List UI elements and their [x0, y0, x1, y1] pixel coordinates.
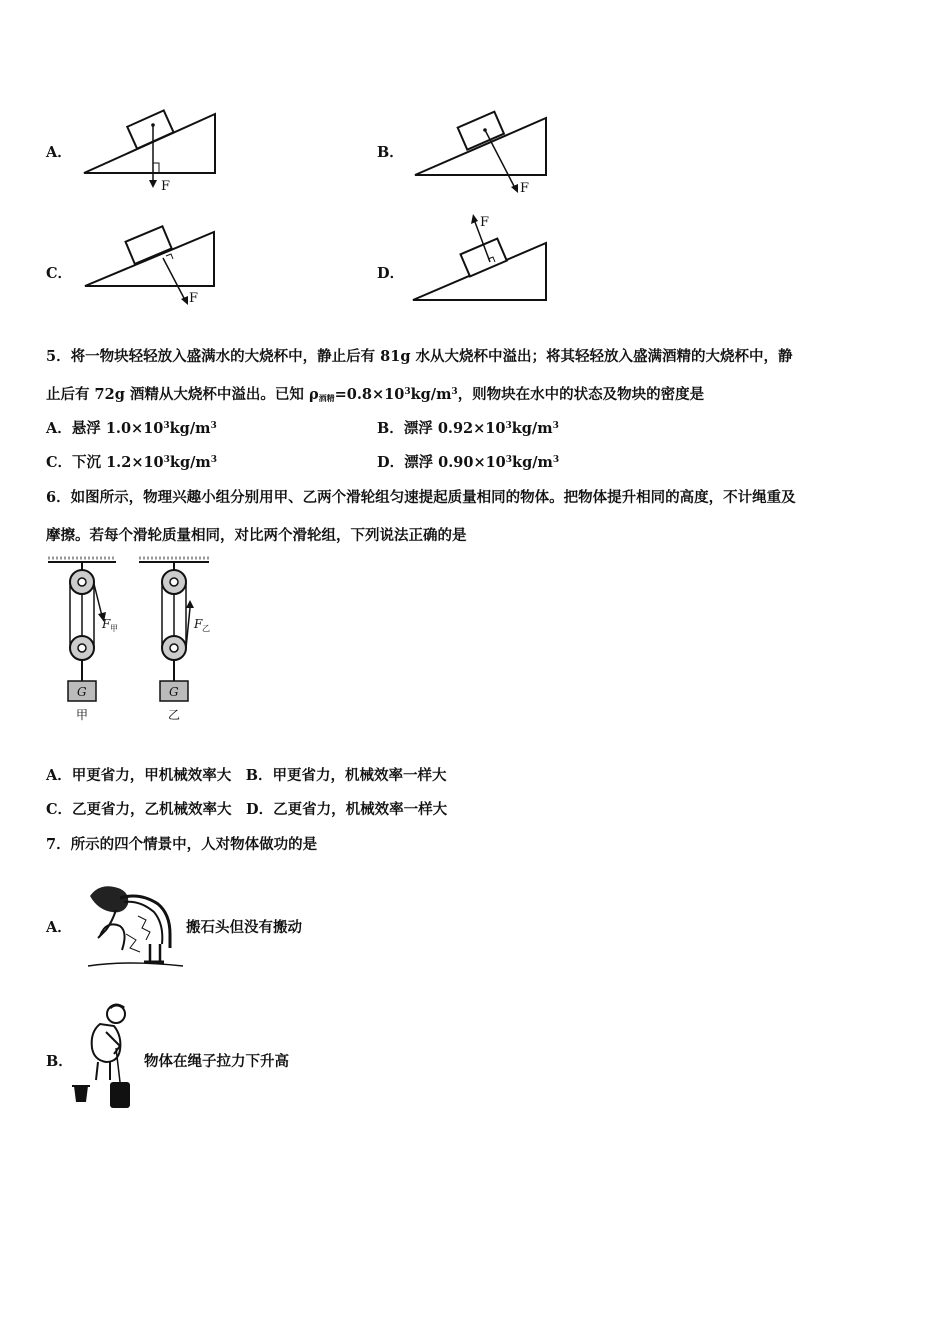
q5-stem-line2: 止后有 72g 酒精从大烧杯中溢出。已知 $\rho_{酒精}=0.8\times 10^3kg/m^3$，则物块在水中的状态及物块的密度是 — [46, 386, 705, 403]
q4-option-a-letter: A． — [46, 144, 72, 161]
q4-option-c-letter: C． — [46, 265, 73, 282]
pulley-system-jia — [68, 562, 118, 722]
q5-option-b[interactable]: B．漂浮 $0.92\times 10^3kg/m^3$ — [377, 420, 559, 437]
svg-text:F: F — [194, 617, 203, 631]
q5-stem-line1: 5．将一物块轻轻放入盛满水的大烧杯中，静止后有 81g 水从大烧杯中溢出；将其轻轻放入盛满酒精的大烧杯中，静 — [46, 348, 793, 365]
block — [458, 112, 504, 150]
q6-stem-line2: 摩擦。若每个滑轮质量相同，对比两个滑轮组，下列说法正确的是 — [46, 527, 467, 544]
svg-text:F: F — [102, 617, 111, 631]
force-label: F — [520, 181, 530, 196]
q5-option-c[interactable]: C．下沉 $1.2\times 10^3kg/m^3$ — [46, 454, 218, 471]
q6-pulley-figure — [44, 556, 224, 726]
svg-text:G: G — [169, 685, 179, 699]
q7-option-a-illustration — [80, 876, 185, 971]
q4-option-c-figure — [80, 222, 225, 312]
q6-options-row1[interactable]: A．甲更省力，甲机械效率大 B．甲更省力，机械效率一样大 — [46, 767, 447, 784]
force-label: F — [161, 179, 171, 194]
q7-option-a-text[interactable]: 搬石头但没有搬动 — [186, 919, 302, 936]
q4-option-d-letter: D． — [377, 265, 405, 282]
force-arrow — [163, 258, 185, 300]
force-label: F — [480, 215, 490, 230]
q7-option-a-letter: A． — [46, 919, 72, 936]
caption-yi: 乙 — [168, 708, 181, 722]
q7-stem: 7．所示的四个情景中，人对物体做功的是 — [46, 836, 318, 853]
q4-option-a-figure — [78, 100, 223, 195]
q5-option-a[interactable]: A．悬浮 $1.0\times 10^3kg/m^3$ — [46, 420, 217, 437]
q4-option-b-letter: B． — [377, 144, 404, 161]
q6-options-row2[interactable]: C．乙更省力，乙机械效率大 D．乙更省力，机械效率一样大 — [46, 801, 448, 818]
svg-text:乙: 乙 — [202, 624, 210, 633]
block — [126, 226, 172, 264]
q7-option-b-letter: B． — [46, 1053, 73, 1070]
q4-option-d-figure — [408, 208, 553, 306]
pulley-system-yi — [160, 562, 210, 722]
q4-option-b-figure — [410, 100, 555, 200]
q7-option-b-illustration — [70, 1002, 142, 1114]
q5-option-d[interactable]: D．漂浮 $0.90\times 10^3kg/m^3$ — [377, 454, 560, 471]
force-label: F — [189, 291, 199, 306]
q7-option-b-text[interactable]: 物体在绳子拉力下升高 — [144, 1053, 289, 1070]
block — [127, 110, 173, 148]
caption-jia: 甲 — [76, 708, 89, 722]
bucket — [110, 1082, 130, 1108]
svg-text:G: G — [77, 685, 87, 699]
q6-stem-line1: 6．如图所示，物理兴趣小组分别用甲、乙两个滑轮组匀速提起质量相同的物体。把物体提升相同的高度，不计绳重及 — [46, 489, 796, 506]
svg-text:甲: 甲 — [110, 624, 118, 633]
